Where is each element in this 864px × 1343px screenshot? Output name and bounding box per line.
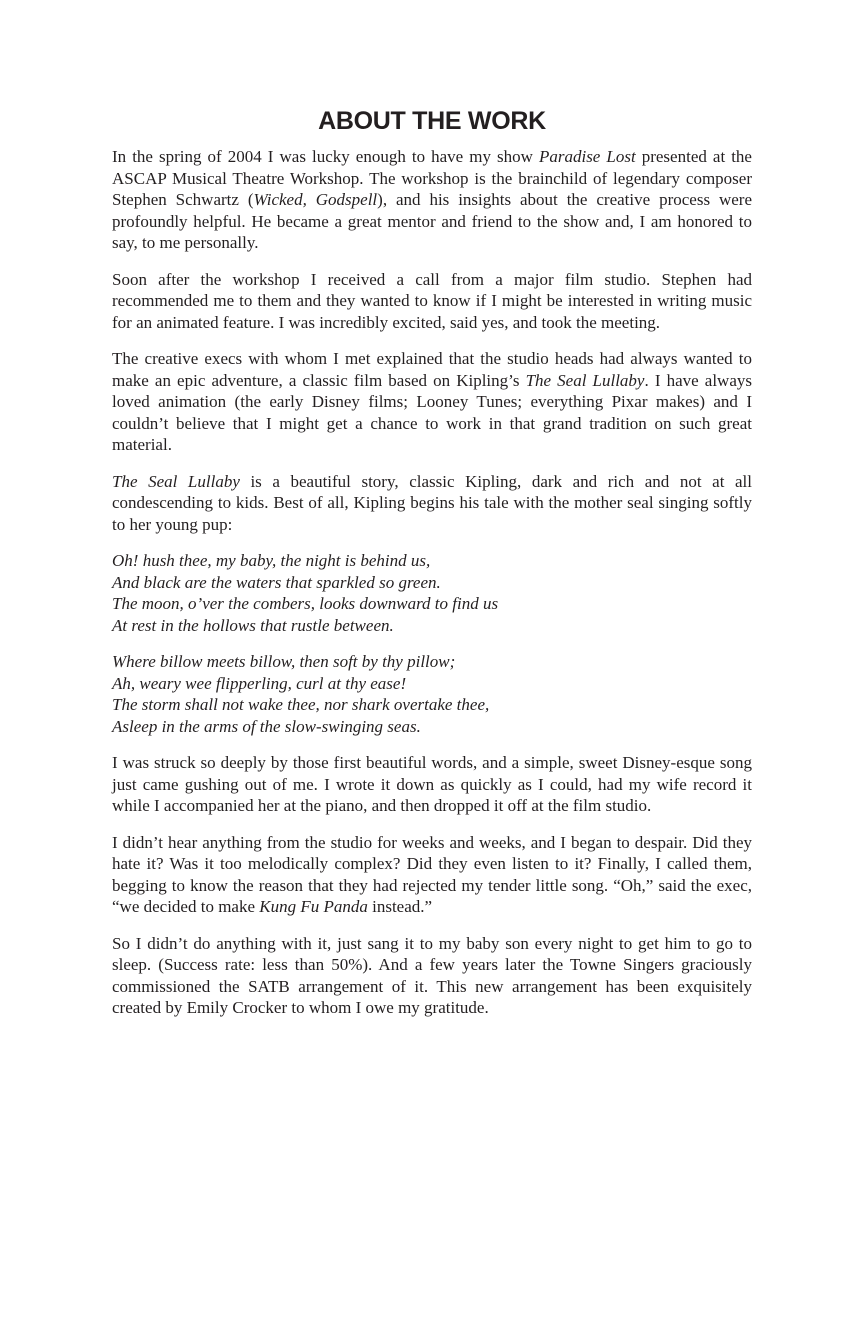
p6-title-kung-fu-panda: Kung Fu Panda	[259, 897, 368, 916]
paragraph-5: I was struck so deeply by those first beautiful words, and a simple, sweet Disney-esque song just came gushing out of me. I wrote it down as quickly as I could, had my wife record it while I accompanied her at the piano, and then dropped it off at the film studio.	[112, 753, 752, 815]
paragraph-3	[112, 348, 752, 456]
p6-text-a: I didn’t hear anything from the studio for weeks and weeks, and I began to despair. Did they hate it? Was it too melodically complex? Did they even listen to it? Finally, I called them, begging to know the reason that they had rejected my tender little song. “Oh,” said the exec, “we decided to make	[112, 832, 752, 916]
document-page	[112, 106, 752, 1034]
verse-line: Where billow meets billow, then soft by thy pillow;	[112, 652, 456, 671]
page-title: ABOUT THE WORK	[318, 107, 546, 135]
paragraph-7: So I didn’t do anything with it, just sang it to my baby son every night to get him to go to sleep. (Success rate: less than 50%). And a few years later the Towne Singers graciously commissioned the SATB arrangement of it. This new arrangement has been exquisitely created by Emily Crocker to whom I owe my gratitude.	[112, 933, 752, 1017]
verse-2	[112, 651, 752, 737]
p1-title-wicked-godspell: Wicked, Godspell	[253, 190, 378, 209]
verse-line: The moon, o’ver the combers, looks downward to find us	[112, 594, 499, 613]
verse-line: And black are the waters that sparkled so green.	[112, 572, 441, 592]
p3-title-seal-lullaby: The Seal Lullaby	[525, 370, 645, 390]
verse-line: Ah, weary wee flipperling, curl at thy ease!	[112, 673, 407, 693]
p6-text-c: instead.”	[367, 897, 433, 916]
p4-text-b: is a beautiful story, classic Kipling, dark and rich and not at all condescending to kids. Best of all, Kipling begins his tale with the mother seal singing softly to her young pup:	[112, 471, 752, 534]
verse-line: The storm shall not wake thee, nor shark overtake thee,	[112, 695, 490, 714]
paragraph-6	[112, 832, 752, 918]
p3-text-a: The creative execs with whom I met explained that the studio heads had always wanted to make an epic adventure, a classic film based on Kipling’s	[112, 349, 752, 390]
paragraph-1	[112, 146, 752, 254]
p1-text-a: In the spring of 2004 I was lucky enough to have my show	[112, 147, 539, 166]
verse-1	[112, 550, 752, 636]
p1-title-paradise-lost: Paradise Lost	[538, 147, 636, 166]
paragraph-4	[112, 471, 752, 536]
p1-text-c: presented at the ASCAP Musical Theatre Workshop. The workshop is the brainchild of legendary composer Stephen Schwartz (	[112, 147, 752, 209]
verse-line: At rest in the hollows that rustle between.	[112, 615, 394, 635]
p4-title-seal-lullaby: The Seal Lullaby	[112, 471, 240, 491]
paragraph-2: Soon after the workshop I received a call from a major film studio. Stephen had recommended me to them and they wanted to know if I might be interested in writing music for an animated feature. I was incredibly excited, said yes, and took the meeting.	[112, 269, 752, 332]
verse-line: Asleep in the arms of the slow-swinging seas.	[112, 716, 421, 736]
p1-text-e: ), and his insights about the creative process were profoundly helpful. He became a great mentor and friend to the show and, I am honored to say, to me personally.	[112, 190, 752, 252]
p3-text-c: . I have always loved animation (the early Disney films; Looney Tunes; everything Pixar makes) and I couldn’t believe that I might get a chance to work in that grand tradition on such great material.	[112, 370, 752, 454]
verse-line: Oh! hush thee, my baby, the night is behind us,	[112, 551, 431, 570]
